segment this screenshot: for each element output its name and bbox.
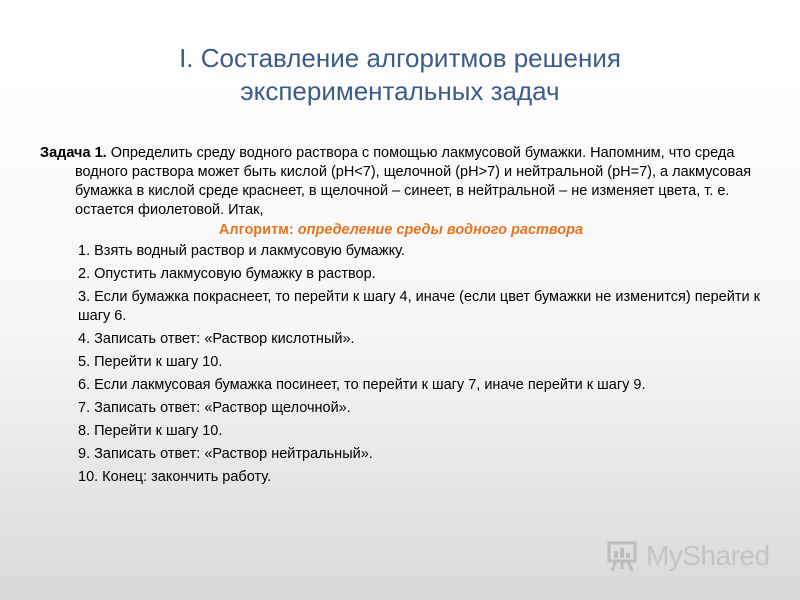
slide-content <box>40 144 762 487</box>
slide-title: I. Составление алгоритмов решения экспериментальных задач <box>179 43 621 106</box>
step-item: 8. Перейти к шагу 10. <box>78 423 223 439</box>
step-item: 5. Перейти к шагу 10. <box>78 354 223 370</box>
step-item: 9. Записать ответ: «Раствор нейтральный». <box>78 446 373 462</box>
step-item: 7. Записать ответ: «Раствор щелочной». <box>78 400 351 416</box>
algorithm-name: определение среды водного раствора <box>297 222 584 238</box>
algorithm-heading <box>40 221 762 240</box>
step-item: 1. Взять водный раствор и лакмусовую бумажку. <box>78 243 405 259</box>
algorithm-label: Алгоритм: <box>218 222 298 238</box>
task-text: Определить среду водного раствора с помощью лакмусовой бумажки. Напомним, что среда водного раствора может быть кислой (pH<7), щелочной (pH>7) и нейтральной (pH=7), а лакмусовая бумажка в кислой среде краснеет, в щелочной – синеет, в нейтральной – не изменяет цвета, т. е. остается фиолетовой. Итак, <box>75 145 752 218</box>
logo-text: MyShared <box>646 540 770 571</box>
task-paragraph <box>40 144 762 220</box>
step-item: 4. Записать ответ: «Раствор кислотный». <box>78 331 355 347</box>
algorithm-steps <box>40 242 762 487</box>
presentation-board-icon <box>606 539 640 573</box>
myshared-logo <box>606 536 770 576</box>
step-item: 6. Если лакмусовая бумажка посинеет, то перейти к шагу 7, иначе перейти к шагу 9. <box>78 377 646 393</box>
step-item: 2. Опустить лакмусовую бумажку в раствор. <box>78 266 376 282</box>
task-label: Задача 1. <box>40 145 107 161</box>
step-item: 3. Если бумажка покраснеет, то перейти к шагу 4, иначе (если цвет бумажки не изменится) перейти к шагу 6. <box>78 289 760 324</box>
step-item: 10. Конец: закончить работу. <box>78 469 272 485</box>
